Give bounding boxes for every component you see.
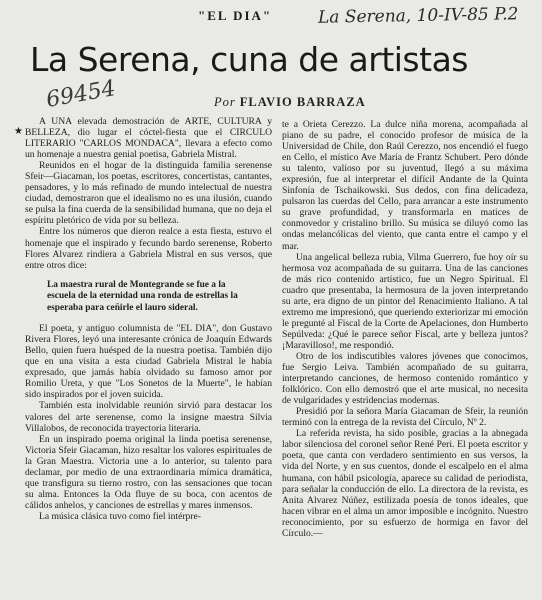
article-byline <box>214 95 366 110</box>
paragraph: La referida revista, ha sido posible, gracias a la abnegada labor silenciosa del coronel señor René Peri. El poeta escritor y poeta, que canta con verdadero sentimiento en sus versos, la vida del Norte, y en sus cuentos, donde el escalpelo en el alma humana, con hábil psicología, aparece su calidad de periodista, para señalar la conducción de ello. La directora de la revista, es Anita Alvarez Núñez, estilizada poesía de tonos ideales, que hacen vibrar en el alma un amor imposible e incógnito. Nuestro reconocimiento, por su esfuerzo de hormiga en favor del Círculo.— <box>282 428 528 539</box>
byline-author: FLAVIO BARRAZA <box>239 95 366 109</box>
article-left-column <box>14 116 272 522</box>
poem-quote: La maestra rural de Montegrande se fue a la escuela de la eternidad una ronda de estrellas la esperaba para ceñirle el lauro sideral. <box>47 279 238 313</box>
archive-stamp-number: 69454 <box>44 76 118 113</box>
paragraph: La música clásica tuvo como fiel intérpre- <box>39 510 201 522</box>
paragraph: Presidió por la señora María Giacaman de Sfeir, la reunión terminó con la entrega de la revista del Círculo, Nº 2. <box>282 406 528 429</box>
paragraph: También esta inolvidable reunión sirvió para destacar los valores del arte serenense, como la insigne maestra Silvia Villalobos, de reconocida trayectoria literaria. <box>25 400 272 434</box>
paragraph: Una angelical belleza rubia, Vilma Guerrero, fue hoy oír su hermosa voz acompañada de su guitarra. Una de las canciones de más rico contenido artístico, fue un Negro Spiritual. El cuadro que presentaba, la hermosura de la joven interpretando su arte, era digno de un pintor del Renacimiento Italiano. A tal extremo me impresionó, que queriendo exteriorizar mi emoción le pregunté al Fiscal de la Corte de Apelaciones, don Humberto Sepúlveda: ¿Qué le parece señor Fiscal, arte y belleza juntos? ¡Maravilloso!, me respondió. <box>282 251 528 351</box>
article-headline: La Serena, cuna de artistas <box>30 40 468 79</box>
handwritten-date-note: La Serena, 10-IV-85 P.2 <box>317 4 519 28</box>
paragraph: Entre los números que dieron realce a esta fiesta, estuvo el homenaje que el inspirado y fecundo bardo serenense, Roberto Flores Alvarez rindiera a Gabriela Mistral en sus versos, que entre otros dice: <box>25 226 272 271</box>
paragraph: En un inspirado poema original la linda poetisa serenense, Victoria Sfeir Giacaman, hizo resaltar los valores espirituales de la Gran Maestra. Victoria une a lo anterior, su talento para declamar, por medio de una extraordinaria mímica dramática, que transfigura su tierno rostro, con las sensaciones que tocan su alma. Entonces la Oda fluye de su boca, con acentos de cálidos anhelos, y canciones de estrellas y mares inmensos. <box>25 433 272 511</box>
clipping-header <box>0 6 542 30</box>
paragraph: te a Orieta Cerezzo. La dulce niña morena, acompañada al piano de su padre, el conocido profesor de música de la Universidad de Chile, don Raúl Cerezzo, nos encendió el fuego en Cello, el místico Ave María de Frantz Schubert. Pero dónde su talento, valioso por su juventud, llegó a su máxima expresión, fue al interpretar el difícil Andante de la Quinta Sinfonía de Tschaikowski. Sus dedos, con fina delicadeza, pulsaron las cuerdas del Cello, para arrancar a este instrumento su grave profundidad, y transformarla en matices de conmovedor y cristalino brillo. Su música se diluyó como las ondas melancólicas del viento, que canta entre el campo y el mar. <box>282 119 528 252</box>
paragraph: A UNA elevada demostración de ARTE, CULTURA y BELLEZA, dio lugar el cóctel-fiesta que el CIRCULO LITERARIO "CARLOS MONDACA", llevara a efecto como un homenaje a nuestra genial poetisa, Gabriela Mistral. <box>25 116 272 161</box>
newspaper-name: "EL DIA" <box>198 8 273 23</box>
byline-prefix: Por <box>214 95 236 109</box>
star-mark: ★ <box>14 126 23 137</box>
paragraph: Otro de los indiscutibles valores jóvenes que conocimos, fue Sergio Leiva. También acompañado de su guitarra, interpretando canciones, de hermoso contenido romántico y folklórico. Con ello demostró que el arte musical, no necesita de vulgaridades y estridencias modernas. <box>282 350 528 407</box>
paragraph: El poeta, y antiguo columnista de "EL DIA", don Gustavo Rivera Flores, leyó una interesante crónica de Joaquín Edwards Bello, quien fuera huésped de la nuestra poetisa. También dijo que en una visita a esta ciudad Gabriela Mistral le había expresado, que jamás había olvidado su famoso amor por Romilio Ureta, y que "Los Sonetos de la Muerte", le habían sido inspirados por el joven suicida. <box>25 323 272 401</box>
paragraph: Reunidos en el hogar de la distinguida familia serenense Sfeir—Giacaman, los poetas, escritores, concertistas, cantantes, pensadores, y lo más refinado de mundo intelectual de nuestra ciudad, demostraron que el idealismo no es una ilusión, cuando se pulsa la fina cuerda de la sensibilidad humana, que no deja el espíritu pletórico de vida por su belleza. <box>25 160 272 227</box>
article-right-column <box>282 119 528 539</box>
